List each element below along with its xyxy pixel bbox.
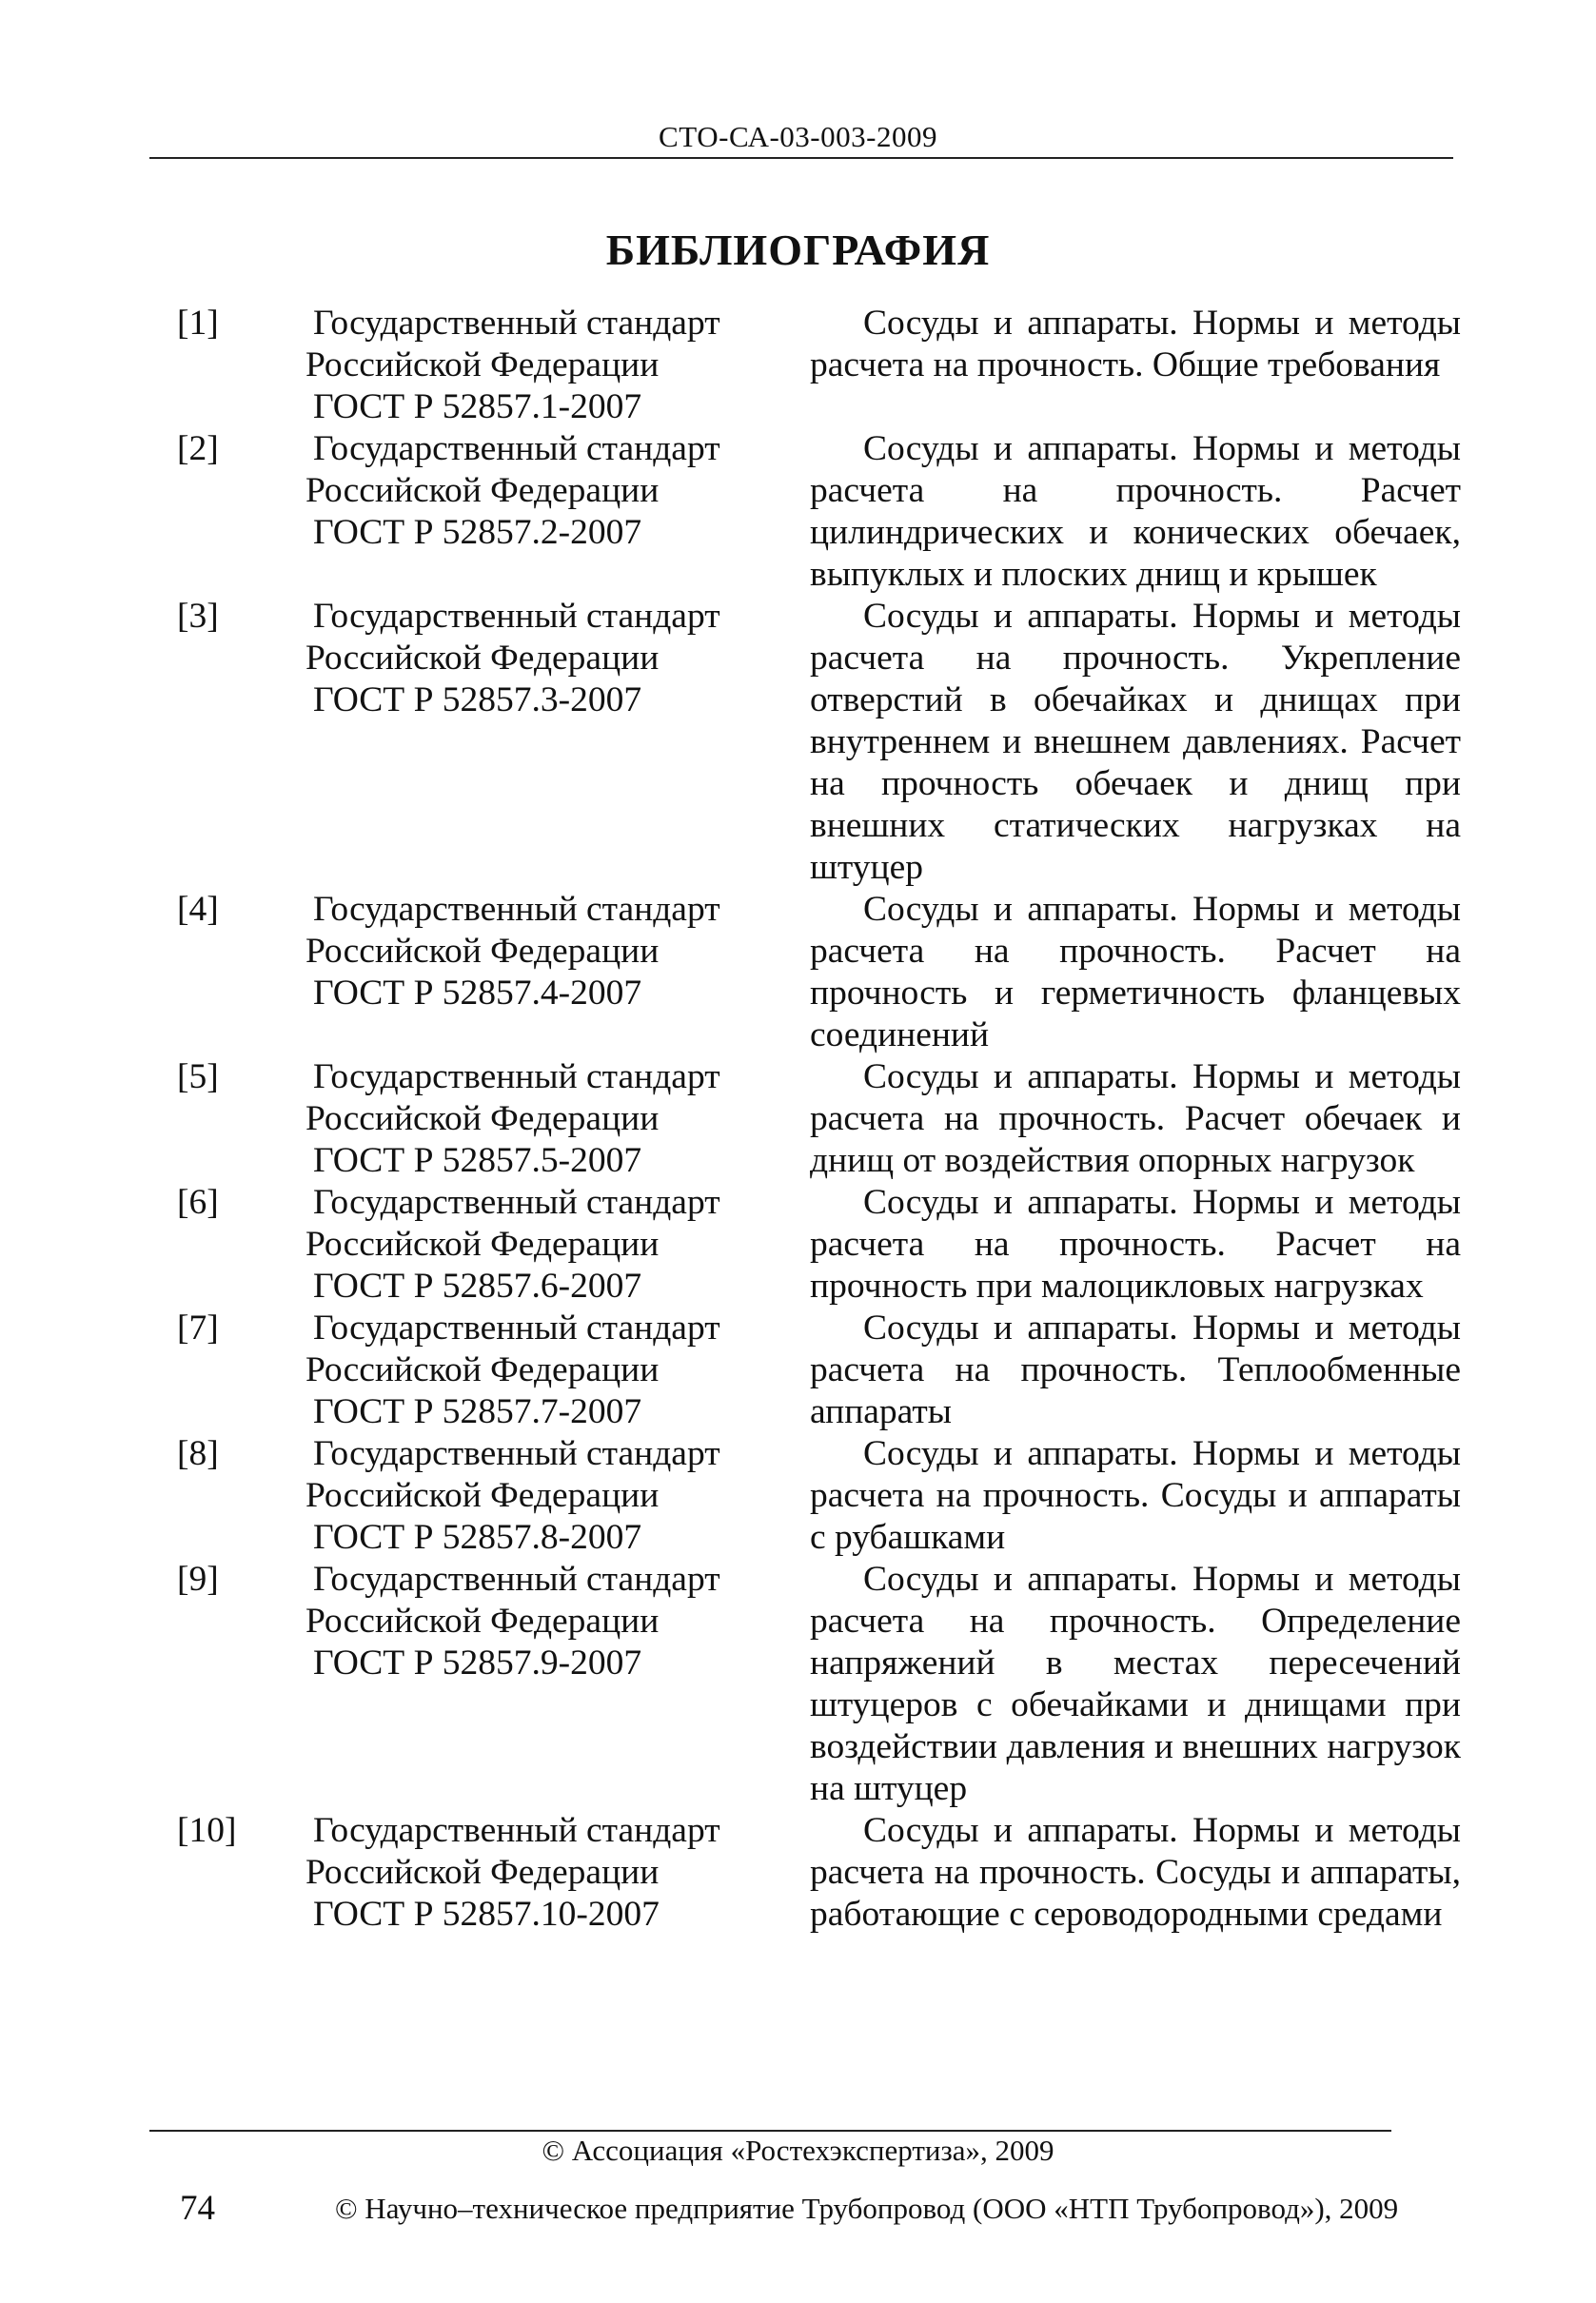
bibliography-entry [0, 1810, 1596, 1936]
source-standard-type: Государственный стандарт [313, 597, 720, 636]
source-country: Российской Федерации [305, 1350, 660, 1389]
source-country: Российской Федерации [305, 1476, 660, 1515]
page-header-code: СТО-СА-03-003-2009 [659, 120, 937, 153]
bibliography-entry [0, 1433, 1596, 1559]
entry-number: [7] [177, 1309, 219, 1348]
source-standard-type: Государственный стандарт [313, 1057, 720, 1096]
entry-number: [9] [177, 1560, 219, 1599]
source-country: Российской Федерации [305, 1225, 660, 1264]
entry-description: Сосуды и аппараты. Нормы и методы расчета на прочность. Теплообменные аппараты [810, 1309, 1461, 1431]
source-gost-code: ГОСТ Р 52857.6-2007 [313, 1267, 642, 1306]
entry-source [305, 1559, 810, 1810]
source-standard-type: Государственный стандарт [313, 429, 720, 468]
entry-description: Сосуды и аппараты. Нормы и методы расчета на прочность. Расчет обечаек и днищ от воздействия опорных нагрузок [810, 1057, 1461, 1180]
bibliography-entry [0, 303, 1596, 428]
source-standard-type: Государственный стандарт [313, 1560, 720, 1599]
entry-description: Сосуды и аппараты. Нормы и методы расчета на прочность. Сосуды и аппараты, работающие с сероводородными средами [810, 1811, 1461, 1934]
source-country: Российской Федерации [305, 1853, 660, 1892]
source-standard-type: Государственный стандарт [313, 1434, 720, 1473]
source-standard-type: Государственный стандарт [313, 1183, 720, 1222]
source-country: Российской Федерации [305, 345, 660, 384]
bibliography-entry [0, 428, 1596, 596]
source-standard-type: Государственный стандарт [313, 1309, 720, 1348]
entry-number: [8] [177, 1434, 219, 1473]
source-country: Российской Федерации [305, 639, 660, 678]
bibliography-entry [0, 1182, 1596, 1308]
source-country: Российской Федерации [305, 1099, 660, 1138]
entry-source [305, 428, 810, 596]
bibliography-entry [0, 1056, 1596, 1182]
source-standard-type: Государственный стандарт [313, 890, 720, 929]
source-gost-code: ГОСТ Р 52857.10-2007 [313, 1895, 660, 1934]
entry-source [305, 1810, 810, 1936]
entry-description: Сосуды и аппараты. Нормы и методы расчета на прочность. Расчет цилиндрических и конических обечаек, выпуклых и плоских днищ и крышек [810, 429, 1461, 594]
source-gost-code: ГОСТ Р 52857.9-2007 [313, 1644, 642, 1683]
source-country: Российской Федерации [305, 1602, 660, 1641]
entry-number: [4] [177, 890, 219, 929]
bibliography-title: БИБЛИОГРАФИЯ [605, 226, 991, 274]
source-country: Российской Федерации [305, 471, 660, 510]
entry-source [305, 303, 810, 428]
footer-ntp-copyright: © Научно–техническое предприятие Трубопровод (ООО «НТП Трубопровод»), 2009 [335, 2192, 1399, 2225]
source-gost-code: ГОСТ Р 52857.3-2007 [313, 680, 642, 719]
header-rule [149, 157, 1453, 159]
entry-source [305, 596, 810, 889]
source-country: Российской Федерации [305, 932, 660, 971]
entry-number: [6] [177, 1183, 219, 1222]
source-gost-code: ГОСТ Р 52857.2-2007 [313, 513, 642, 552]
bibliography-entry [0, 596, 1596, 889]
entry-source [305, 889, 810, 1056]
entry-number: [5] [177, 1057, 219, 1096]
footer-rule [149, 2130, 1391, 2132]
entry-source [305, 1433, 810, 1559]
source-standard-type: Государственный стандарт [313, 304, 720, 343]
entry-number: [2] [177, 429, 219, 468]
entry-description: Сосуды и аппараты. Нормы и методы расчета на прочность. Расчет на прочность при малоцикловых нагрузках [810, 1183, 1461, 1306]
entry-description: Сосуды и аппараты. Нормы и методы расчета на прочность. Определение напряжений в местах пересечений штуцеров с обечайками и днищами при воздействии давления и внешних нагрузок на штуцер [810, 1560, 1461, 1808]
footer-association-copyright: © Ассоциация «Ростехэкспертиза», 2009 [542, 2134, 1054, 2167]
entry-number: [1] [177, 304, 219, 343]
entry-description: Сосуды и аппараты. Нормы и методы расчета на прочность. Расчет на прочность и герметичность фланцевых соединений [810, 890, 1461, 1054]
entry-source [305, 1056, 810, 1182]
source-gost-code: ГОСТ Р 52857.5-2007 [313, 1141, 642, 1180]
source-gost-code: ГОСТ Р 52857.8-2007 [313, 1518, 642, 1557]
entry-description: Сосуды и аппараты. Нормы и методы расчета на прочность. Общие требования [810, 304, 1461, 384]
bibliography-list [0, 303, 1596, 1936]
page-number: 74 [180, 2189, 215, 2228]
entry-source [305, 1182, 810, 1308]
bibliography-entry [0, 1308, 1596, 1433]
entry-description: Сосуды и аппараты. Нормы и методы расчета на прочность. Сосуды и аппараты с рубашками [810, 1434, 1461, 1557]
bibliography-entry [0, 1559, 1596, 1810]
entry-source [305, 1308, 810, 1433]
entry-number: [3] [177, 597, 219, 636]
source-standard-type: Государственный стандарт [313, 1811, 720, 1850]
bibliography-entry [0, 889, 1596, 1056]
entry-description: Сосуды и аппараты. Нормы и методы расчета на прочность. Укрепление отверстий в обечайках и днищах при внутреннем и внешнем давлениях. Расчет на прочность обечаек и днищ при внешних статических нагрузках на штуцер [810, 597, 1461, 887]
source-gost-code: ГОСТ Р 52857.7-2007 [313, 1392, 642, 1431]
source-gost-code: ГОСТ Р 52857.1-2007 [313, 387, 642, 426]
entry-number: [10] [177, 1811, 237, 1850]
source-gost-code: ГОСТ Р 52857.4-2007 [313, 974, 642, 1013]
